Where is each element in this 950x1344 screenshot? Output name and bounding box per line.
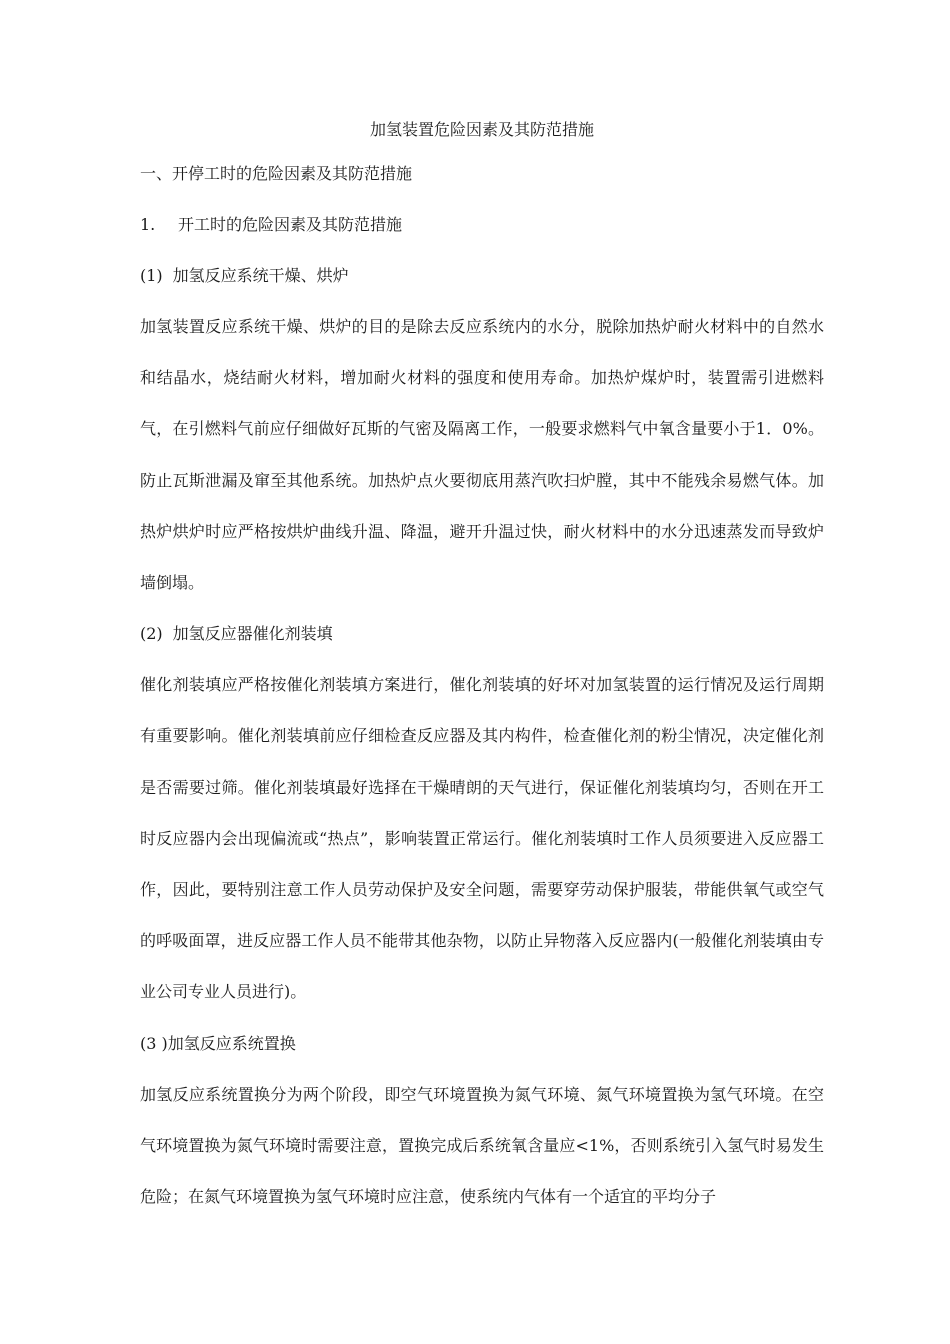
document-title: 加氢装置危险因素及其防范措施 bbox=[369, 120, 594, 139]
item-body-paragraph: 加氢装置反应系统干燥、烘炉的目的是除去反应系统内的水分，脱除加热炉耐火材料中的自然水和结晶水，烧结耐火材料，增加耐火材料的强度和使用寿命。加热炉煤炉时，装置需引进燃料气，在引燃料气前应仔细做好瓦斯的气密及隔离工作，一般要求燃料气中氧含量要小于1．0%。防止瓦斯泄漏及窜至其他系统。加热炉点火要彻底用蒸汽吹扫炉膛，其中不能残余易燃气体。加热炉烘炉时应严格按烘炉曲线升温、降温，避开升温过快，耐火材料中的水分迅速蒸发而导致炉墙倒塌。 bbox=[140, 317, 824, 593]
item-body-paragraph: 催化剂装填应严格按催化剂装填方案进行，催化剂装填的好坏对加氢装置的运行情况及运行周期有重要影响。催化剂装填前应仔细检查反应器及其内构件，检查催化剂的粉尘情况，决定催化剂是否需要过筛。催化剂装填最好选择在干燥晴朗的天气进行，保证催化剂装填均匀，否则在开工时反应器内会出现偏流或“热点”，影响装置正常运行。催化剂装填时工作人员须要进入反应器工作，因此，要特别注意工作人员劳动保护及安全问题，需要穿劳动保护服装，带能供氧气或空气的呼吸面罩，进反应器工作人员不能带其他杂物，以防止异物落入反应器内(一般催化剂装填由专业公司专业人员进行)。 bbox=[140, 675, 824, 1002]
item-title: 加氢反应器催化剂装填 bbox=[172, 624, 333, 644]
item-heading bbox=[140, 608, 824, 659]
document-content bbox=[140, 112, 824, 1222]
item-heading bbox=[140, 250, 824, 301]
item-number: (2) bbox=[140, 624, 163, 644]
subsection-heading bbox=[140, 199, 824, 250]
item-title: 加氢反应系统干燥、烘炉 bbox=[172, 266, 349, 285]
section-heading: 一、开停工时的危险因素及其防范措施 bbox=[140, 164, 413, 183]
item-number: (1) bbox=[140, 266, 163, 285]
subsection-number: 1. bbox=[140, 215, 156, 234]
item-body-paragraph: 加氢反应系统置换分为两个阶段，即空气环境置换为氮气环境、氮气环境置换为氢气环境。在空气环境置换为氮气环境时需要注意，置换完成后系统氧含量应<1%，否则系统引入氢气时易发生危险；在氮气环境置换为氢气环境时应注意，使系统内气体有一个适宜的平均分子 bbox=[140, 1084, 824, 1207]
item-heading: (3 )加氢反应系统置换 bbox=[140, 1033, 296, 1053]
subsection-title: 开工时的危险因素及其防范措施 bbox=[178, 215, 403, 234]
